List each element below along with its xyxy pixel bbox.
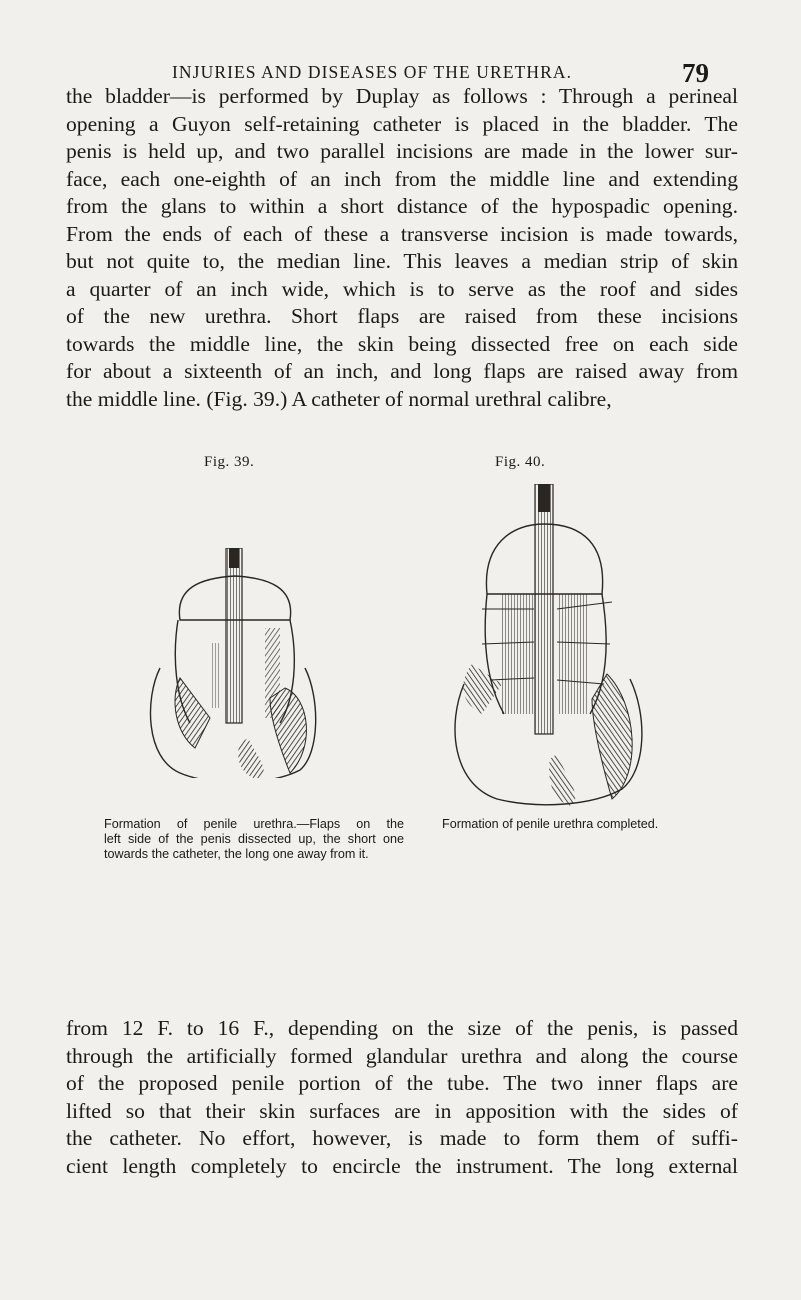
- body-paragraph-1: [66, 83, 738, 413]
- running-head: INJURIES AND DISEASES OF THE URETHRA.: [172, 62, 573, 82]
- figure-40-label: Fig. 40.: [495, 454, 546, 470]
- text-line: the bladder—is performed by Duplay as follows : Through a perineal: [66, 84, 738, 108]
- text-line: for about a sixteenth of an inch, and long flaps are raised away from: [66, 359, 738, 383]
- text-line: the catheter. No effort, however, is made to form them of suffi-: [66, 1126, 738, 1150]
- page-number: 79: [682, 58, 709, 88]
- text-line: the middle line. (Fig. 39.) A catheter of normal urethral calibre,: [66, 386, 612, 411]
- text-line: from the glans to within a short distance of the hypospadic opening.: [66, 194, 738, 218]
- caption-line: left side of the penis dissected up, the short one: [104, 832, 404, 846]
- text-line: of the new urethra. Short flaps are raised from these incisions: [66, 304, 738, 328]
- text-line: lifted so that their skin surfaces are in apposition with the sides of: [66, 1098, 738, 1123]
- body-paragraph-2: [66, 1015, 738, 1180]
- figure-40-illustration: [442, 484, 656, 806]
- text-line: towards the middle line, the skin being dissected free on each side: [66, 331, 738, 356]
- text-line: opening a Guyon self-retaining catheter is placed in the bladder. The: [66, 111, 738, 136]
- text-line: through the artificially formed glandular urethra and along the course: [66, 1043, 738, 1068]
- text-line: cient length completely to encircle the instrument. The long external: [66, 1153, 738, 1178]
- figure-40-caption: Formation of penile urethra completed.: [442, 817, 659, 831]
- text-line: of the proposed penile portion of the tube. The two inner flaps are: [66, 1071, 738, 1095]
- text-line: face, each one-eighth of an inch from the middle line and extending: [66, 166, 738, 191]
- text-line: from 12 F. to 16 F., depending on the size of the penis, is passed: [66, 1016, 738, 1040]
- text-line: but not quite to, the median line. This leaves a median strip of skin: [66, 249, 738, 273]
- figure-39-label: Fig. 39.: [204, 454, 255, 470]
- figure-39-illustration: [140, 548, 330, 778]
- text-line: penis is held up, and two parallel incisions are made in the lower sur-: [66, 139, 738, 163]
- caption-line: Formation of penile urethra.—Flaps on the: [104, 817, 404, 831]
- caption-line: towards the catheter, the long one away from it.: [104, 847, 369, 861]
- text-line: a quarter of an inch wide, which is to serve as the roof and sides: [66, 276, 738, 301]
- text-line: From the ends of each of these a transverse incision is made towards,: [66, 221, 738, 246]
- figure-39-caption: [104, 817, 404, 862]
